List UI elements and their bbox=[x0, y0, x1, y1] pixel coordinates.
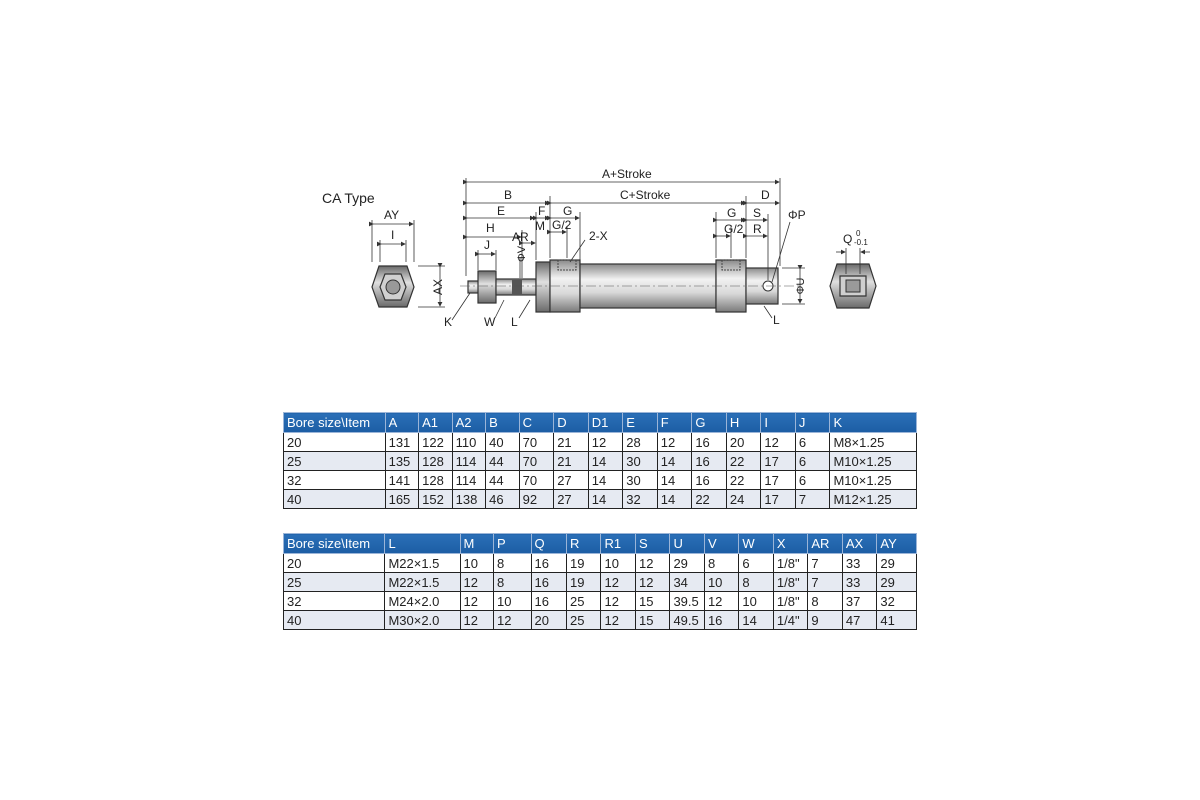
table-cell: 25 bbox=[284, 573, 385, 592]
column-header: K bbox=[830, 413, 917, 433]
table-cell: 16 bbox=[692, 433, 727, 452]
label-ar: AR bbox=[512, 230, 529, 244]
table-header-row bbox=[284, 534, 917, 554]
table-cell: M12×1.25 bbox=[830, 490, 917, 509]
table-cell: 165 bbox=[385, 490, 419, 509]
table-cell: 41 bbox=[877, 611, 917, 630]
table-cell: 28 bbox=[623, 433, 658, 452]
label-l-rear: L bbox=[773, 313, 780, 327]
table-cell: 7 bbox=[808, 573, 842, 592]
table-cell: 16 bbox=[531, 592, 567, 611]
label-f: F bbox=[538, 204, 546, 218]
table-cell: 128 bbox=[419, 471, 453, 490]
label-q: Q bbox=[843, 232, 853, 246]
table-cell: 8 bbox=[493, 554, 531, 573]
column-header: A bbox=[385, 413, 419, 433]
table-cell: 22 bbox=[692, 490, 727, 509]
label-h: H bbox=[486, 221, 495, 235]
spec-table-1 bbox=[283, 412, 917, 509]
table-cell: 32 bbox=[623, 490, 658, 509]
table-row bbox=[284, 490, 917, 509]
table-cell: 15 bbox=[635, 611, 669, 630]
column-header: R1 bbox=[601, 534, 635, 554]
table-cell: M24×2.0 bbox=[385, 592, 460, 611]
table-cell: 16 bbox=[692, 452, 727, 471]
table-cell: M30×2.0 bbox=[385, 611, 460, 630]
table-cell: 12 bbox=[761, 433, 796, 452]
table-cell: 16 bbox=[531, 554, 567, 573]
table-cell: 122 bbox=[419, 433, 453, 452]
label-two-x: 2-X bbox=[589, 229, 608, 243]
table-cell: 1/8" bbox=[773, 554, 807, 573]
column-header: B bbox=[486, 413, 520, 433]
table-cell: 33 bbox=[842, 573, 876, 592]
table-cell: 12 bbox=[493, 611, 531, 630]
table-cell: 92 bbox=[519, 490, 554, 509]
column-header: C bbox=[519, 413, 554, 433]
table-cell: 25 bbox=[567, 611, 601, 630]
table-cell: 37 bbox=[842, 592, 876, 611]
table-cell: 12 bbox=[657, 433, 692, 452]
table-cell: 14 bbox=[657, 471, 692, 490]
table-row bbox=[284, 611, 917, 630]
table-cell: 10 bbox=[493, 592, 531, 611]
table-cell: 141 bbox=[385, 471, 419, 490]
label-b: B bbox=[504, 188, 513, 202]
table-cell: 6 bbox=[795, 471, 830, 490]
table-cell: 21 bbox=[554, 433, 589, 452]
table-cell: 22 bbox=[726, 452, 761, 471]
table-cell: 14 bbox=[657, 452, 692, 471]
table-cell: 12 bbox=[635, 573, 669, 592]
column-header: L bbox=[385, 534, 460, 554]
table-cell: 12 bbox=[704, 592, 738, 611]
label-k: K bbox=[444, 315, 453, 329]
left-end-view bbox=[372, 208, 445, 307]
table-cell: 14 bbox=[739, 611, 773, 630]
table-cell: 17 bbox=[761, 452, 796, 471]
table-cell: 10 bbox=[460, 554, 493, 573]
label-i: I bbox=[391, 228, 395, 242]
table-cell: 30 bbox=[623, 452, 658, 471]
label-ay: AY bbox=[384, 208, 400, 222]
table-cell: 7 bbox=[808, 554, 842, 573]
table-header-row bbox=[284, 413, 917, 433]
table-cell: 39.5 bbox=[670, 592, 704, 611]
table-cell: 6 bbox=[739, 554, 773, 573]
column-header: X bbox=[773, 534, 807, 554]
label-w: W bbox=[484, 315, 496, 329]
table-cell: M8×1.25 bbox=[830, 433, 917, 452]
table-cell: 12 bbox=[635, 554, 669, 573]
table-cell: 114 bbox=[452, 452, 486, 471]
table-cell: 17 bbox=[761, 490, 796, 509]
table-cell: 14 bbox=[588, 490, 623, 509]
label-g-half: G/2 bbox=[552, 218, 572, 232]
table-cell: 25 bbox=[567, 592, 601, 611]
table-cell: 17 bbox=[761, 471, 796, 490]
table-cell: 22 bbox=[726, 471, 761, 490]
table-cell: 40 bbox=[284, 490, 386, 509]
table-cell: 32 bbox=[877, 592, 917, 611]
table-cell: 128 bbox=[419, 452, 453, 471]
table-cell: 29 bbox=[877, 554, 917, 573]
table-cell: 12 bbox=[601, 592, 635, 611]
label-m: M bbox=[535, 219, 545, 233]
table-cell: 1/8" bbox=[773, 592, 807, 611]
table-cell: 135 bbox=[385, 452, 419, 471]
label-j: J bbox=[484, 238, 490, 252]
table-cell: 24 bbox=[726, 490, 761, 509]
label-phi-v: ΦV bbox=[516, 245, 528, 262]
table-cell: 34 bbox=[670, 573, 704, 592]
table-cell: 8 bbox=[808, 592, 842, 611]
table-cell: 70 bbox=[519, 433, 554, 452]
table-cell: 32 bbox=[284, 592, 385, 611]
column-header: Q bbox=[531, 534, 567, 554]
table-cell: 32 bbox=[284, 471, 386, 490]
table-cell: 19 bbox=[567, 573, 601, 592]
table-row bbox=[284, 433, 917, 452]
table-row bbox=[284, 471, 917, 490]
column-header: AR bbox=[808, 534, 842, 554]
column-header: Bore size\Item bbox=[284, 534, 385, 554]
column-header: J bbox=[795, 413, 830, 433]
table-cell: 131 bbox=[385, 433, 419, 452]
table-cell: 27 bbox=[554, 471, 589, 490]
drawing-title: CA Type bbox=[322, 190, 375, 206]
table-cell: 8 bbox=[493, 573, 531, 592]
table-cell: M22×1.5 bbox=[385, 573, 460, 592]
column-header: H bbox=[726, 413, 761, 433]
table-cell: 44 bbox=[486, 471, 520, 490]
table-cell: 12 bbox=[601, 573, 635, 592]
label-rear-g: G bbox=[727, 206, 737, 220]
table-cell: 10 bbox=[739, 592, 773, 611]
table-row bbox=[284, 573, 917, 592]
table-cell: 8 bbox=[739, 573, 773, 592]
cylinder-side-view bbox=[460, 260, 800, 312]
spec-table-2 bbox=[283, 533, 917, 630]
column-header: M bbox=[460, 534, 493, 554]
column-header: AX bbox=[842, 534, 876, 554]
column-header: P bbox=[493, 534, 531, 554]
label-a-stroke: A+Stroke bbox=[602, 167, 652, 181]
table-cell: 16 bbox=[704, 611, 738, 630]
column-header: S bbox=[635, 534, 669, 554]
column-header: AY bbox=[877, 534, 917, 554]
column-header: D1 bbox=[588, 413, 623, 433]
column-header: A1 bbox=[419, 413, 453, 433]
label-c-stroke: C+Stroke bbox=[620, 188, 671, 202]
table-cell: 19 bbox=[567, 554, 601, 573]
table-cell: 9 bbox=[808, 611, 842, 630]
label-rear-g-half: G/2 bbox=[724, 222, 744, 236]
table-cell: M10×1.25 bbox=[830, 452, 917, 471]
table-row bbox=[284, 592, 917, 611]
column-header: W bbox=[739, 534, 773, 554]
label-phi-p: ΦP bbox=[788, 208, 806, 222]
table-cell: 110 bbox=[452, 433, 486, 452]
table-cell: 16 bbox=[531, 573, 567, 592]
table-cell: 20 bbox=[531, 611, 567, 630]
table-cell: 27 bbox=[554, 490, 589, 509]
table-cell: 114 bbox=[452, 471, 486, 490]
table-row bbox=[284, 554, 917, 573]
table-cell: 15 bbox=[635, 592, 669, 611]
table-cell: 12 bbox=[460, 611, 493, 630]
label-d: D bbox=[761, 188, 770, 202]
table-cell: 12 bbox=[460, 592, 493, 611]
table-cell: 10 bbox=[601, 554, 635, 573]
table-cell: 49.5 bbox=[670, 611, 704, 630]
column-header: E bbox=[623, 413, 658, 433]
table-cell: 25 bbox=[284, 452, 386, 471]
table-cell: 44 bbox=[486, 452, 520, 471]
table-cell: 40 bbox=[486, 433, 520, 452]
column-header: G bbox=[692, 413, 727, 433]
table-cell: 6 bbox=[795, 452, 830, 471]
right-end-view bbox=[830, 229, 876, 308]
table-cell: 29 bbox=[670, 554, 704, 573]
label-e: E bbox=[497, 204, 506, 218]
column-header: V bbox=[704, 534, 738, 554]
table-cell: 8 bbox=[704, 554, 738, 573]
table-cell: 12 bbox=[588, 433, 623, 452]
table-cell: 29 bbox=[877, 573, 917, 592]
table-cell: 20 bbox=[284, 433, 386, 452]
label-r: R bbox=[753, 222, 762, 236]
table-cell: 20 bbox=[726, 433, 761, 452]
table-cell: M22×1.5 bbox=[385, 554, 460, 573]
label-q-tol-upper: 0 bbox=[856, 229, 861, 238]
column-header: I bbox=[761, 413, 796, 433]
label-s: S bbox=[753, 206, 762, 220]
label-l-front: L bbox=[511, 315, 518, 329]
table-cell: 14 bbox=[657, 490, 692, 509]
column-header: A2 bbox=[452, 413, 486, 433]
table-cell: 40 bbox=[284, 611, 385, 630]
column-header: D bbox=[554, 413, 589, 433]
table-cell: 70 bbox=[519, 471, 554, 490]
table-cell: 70 bbox=[519, 452, 554, 471]
column-header: Bore size\Item bbox=[284, 413, 386, 433]
table-cell: 14 bbox=[588, 452, 623, 471]
table-cell: 21 bbox=[554, 452, 589, 471]
label-q-tol-lower: -0.1 bbox=[854, 238, 868, 247]
table-cell: 47 bbox=[842, 611, 876, 630]
table-cell: 6 bbox=[795, 433, 830, 452]
table-cell: 10 bbox=[704, 573, 738, 592]
table-cell: 12 bbox=[460, 573, 493, 592]
table-cell: M10×1.25 bbox=[830, 471, 917, 490]
label-phi-u: ΦU bbox=[795, 277, 807, 295]
table-cell: 12 bbox=[601, 611, 635, 630]
table-cell: 30 bbox=[623, 471, 658, 490]
table-cell: 7 bbox=[795, 490, 830, 509]
column-header: R bbox=[567, 534, 601, 554]
table-cell: 20 bbox=[284, 554, 385, 573]
label-ax: AX bbox=[431, 278, 445, 296]
label-g: G bbox=[563, 204, 573, 218]
table-cell: 138 bbox=[452, 490, 486, 509]
table-cell: 1/4" bbox=[773, 611, 807, 630]
table-cell: 46 bbox=[486, 490, 520, 509]
table-cell: 1/8" bbox=[773, 573, 807, 592]
table-cell: 33 bbox=[842, 554, 876, 573]
table-cell: 14 bbox=[588, 471, 623, 490]
column-header: F bbox=[657, 413, 692, 433]
table-row bbox=[284, 452, 917, 471]
table-cell: 152 bbox=[419, 490, 453, 509]
column-header: U bbox=[670, 534, 704, 554]
table-cell: 16 bbox=[692, 471, 727, 490]
